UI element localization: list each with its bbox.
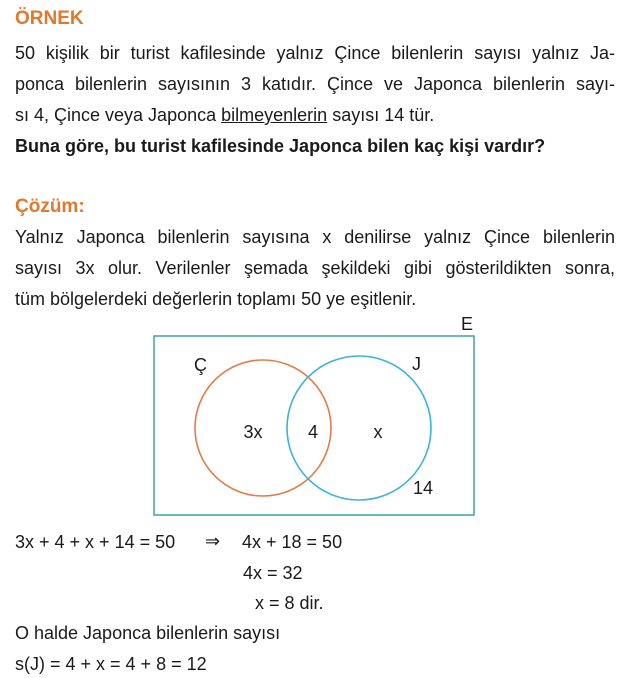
solution-line-3: tüm bölgelerdeki değerlerin toplamı 50 ye eşitlenir.: [15, 289, 417, 309]
conclusion-text: O halde Japonca bilenlerin sayısı: [15, 623, 281, 643]
implies-arrow: ⇒: [205, 531, 221, 551]
region-only-japonca: x: [373, 422, 383, 442]
solution-heading: Çözüm:: [15, 196, 85, 217]
equation-3: x = 8 dir.: [255, 593, 324, 613]
region-outside: 14: [412, 478, 434, 498]
universe-label: E: [461, 314, 474, 334]
solution-line-1: Yalnız Japonca bilenlerin sayısına x denilirse yalnız Çince bilenlerin: [15, 227, 615, 247]
problem-line-3-start: sı 4, Çince veya Japonca: [15, 105, 222, 125]
equation-2: 4x = 32: [243, 563, 303, 583]
problem-question: Buna göre, bu turist kafilesinde Japonca bilen kaç kişi vardır?: [15, 136, 546, 156]
problem-line-2: ponca bilenlerin sayısının 3 katıdır. Çince ve Japonca bilenlerin sayı-: [15, 74, 615, 94]
problem-line-3-end: sayısı 14 tür.: [327, 105, 435, 125]
final-answer: s(J) = 4 + x = 4 + 8 = 12: [15, 654, 207, 674]
solution-line-2: sayısı 3x olur. Verilenler şemada şekildeki gibi gösterildikten sonra,: [15, 258, 615, 278]
region-only-cince: 3x: [243, 422, 263, 442]
equation-1-right: 4x + 18 = 50: [242, 532, 343, 552]
equation-1-left: 3x + 4 + x + 14 = 50: [15, 532, 176, 552]
set-label-japonca: J: [412, 354, 421, 374]
example-heading: ÖRNEK: [15, 8, 84, 29]
set-label-cince: Ç: [194, 355, 207, 375]
region-intersection: 4: [307, 422, 319, 442]
underlined-word: bilmeyenlerin: [221, 105, 328, 125]
problem-line-1: 50 kişilik bir turist kafilesinde yalnız Çince bilenlerin sayısı yalnız Ja-: [15, 43, 615, 63]
